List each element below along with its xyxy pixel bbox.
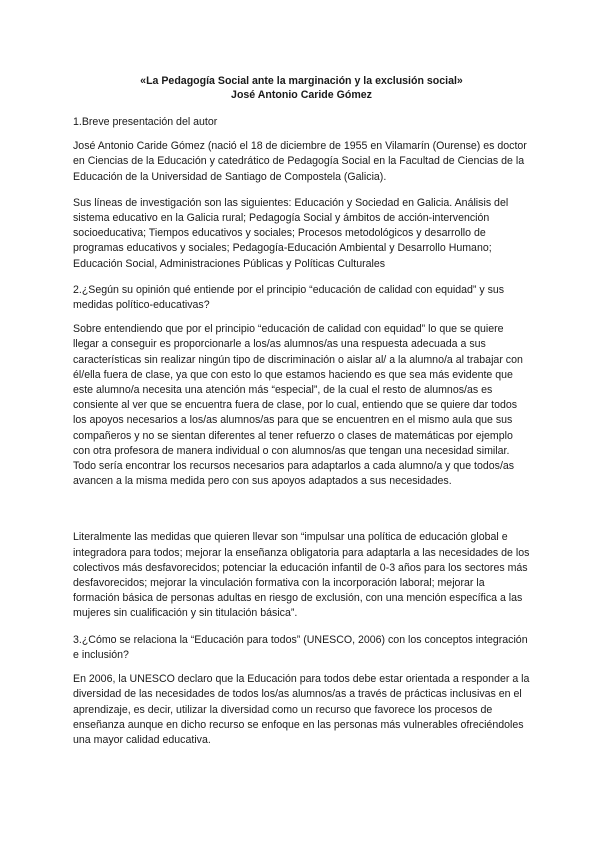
section-1-paragraph-1: José Antonio Caride Gómez (nació el 18 de diciembre de 1955 en Vilamarín (Ourense) es doctor en Ciencias de la Educación y catedrático de Pedagogía Social en la Facultad de Ciencias de la Educación de la Universidad de Santiago de Compostela (Galicia).: [73, 140, 527, 183]
document-title-block: [73, 74, 530, 102]
section-1-heading: 1.Breve presentación del autor: [73, 116, 218, 128]
section-2-paragraph-1: Sobre entendiendo que por el principio “educación de calidad con equidad” lo que se quiere llegar a conseguir es proporcionarle a los/as alumnos/as una respuesta adecuada a sus características sin realizar ningún tipo de discriminación o aislar al/ a la alumno/a al trabajar con él/ella fuera de clase, ya que con esto lo que estamos haciendo es que sea más evidente que este alumno/a necesita una atención más “especial”, de la cual el resto de alumnos/as es consiente al ver que se encuentra fuera de clase, por lo cual, entiendo que se quiere dar todos los apoyos necesarios a los/as alumnos/as para que se encuentren en el mismo aula que sus compañeros y no se sientan diferentes al tener refuerzo o clases de matemáticas por ejemplo con otra profesora de manera individual o con alumnos/as que tengan una necesidad similar. Todo sería encontrar los recursos necesarios para adaptarlos a cada alumno/a y que todos/as avancen a la misma medida pero con sus apoyos adaptados a sus necesidades.: [73, 323, 523, 488]
section-2-heading: 2.¿Según su opinión qué entiende por el principio “educación de calidad con equidad” y sus medidas político-educativas?: [73, 283, 505, 312]
section-3-heading: 3.¿Cómo se relaciona la “Educación para todos” (UNESCO, 2006) con los conceptos integración e inclusión?: [73, 633, 528, 661]
section-3-paragraph-1: En 2006, la UNESCO declaro que la Educación para todos debe estar orientada a responder a la diversidad de las necesidades de todos los/as alumnos/as a través de prácticas inclusivas en el aprendizaje, es decir, utilizar la diversidad como un recurso que favorece los procesos de enseñanza aunque en dicho recurso se enfoque en las personas más vulnerables ofreciéndoles una mayor calidad educativa.: [73, 673, 530, 746]
document-title: «La Pedagogía Social ante la marginación y la exclusión social»: [140, 75, 463, 87]
document-author: José Antonio Caride Gómez: [231, 89, 372, 101]
section-2-paragraph-2: Literalmente las medidas que quieren llevar son “impulsar una política de educación global e integradora para todos; mejorar la enseñanza obligatoria para adaptarla a las necesidades de los colectivos más desfavorecidos; potenciar la educación infantil de 0-3 años para los sectores más desfavorecidos; mejorar la vinculación formativa con la incorporación laboral; mejorar la formación básica de personas adultas en riesgo de exclusión, con una mención específica a las mujeres sin cualificación y sin titulación básica”.: [73, 531, 530, 620]
section-1-paragraph-2: Sus líneas de investigación son las siguientes: Educación y Sociedad en Galicia. Análisis del sistema educativo en la Galicia rural; Pedagogía Social y ámbitos de acción-intervención socioeducativa; Tiempos educativos y sociales; Procesos metodológicos y desarrollo de programas educativos y sociales; Pedagogía-Educación Ambiental y Desarrollo Humano; Educación Social, Administraciones Públicas y Políticas Culturales: [73, 196, 509, 270]
